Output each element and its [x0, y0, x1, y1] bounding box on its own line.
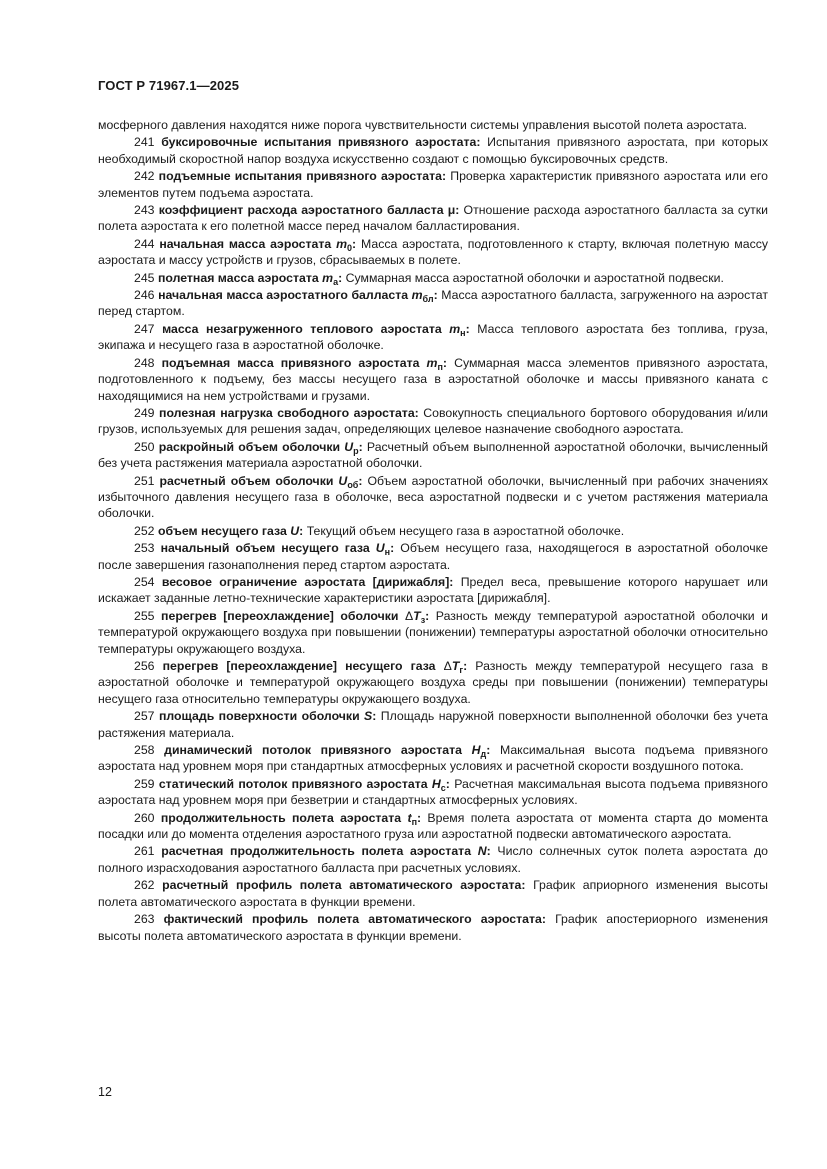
entry-term: статический потолок привязного аэростата: [158, 776, 428, 791]
entry-definition: Время полета аэростата от момента старта до момента посадки или до момента отделения аэростатного груза или аэростатной подвески автоматического аэростата.: [98, 810, 769, 842]
entry-symbol: m: [322, 270, 334, 285]
entry-term: полезная нагрузка свободного аэростата: [159, 405, 415, 420]
entry-delta-symbol: Δ: [404, 608, 414, 623]
document-body: [98, 117, 768, 945]
entry-term: буксировочные испытания привязного аэростата: [161, 135, 477, 150]
entry-symbol: m: [449, 321, 461, 336]
entry-number: 252: [134, 523, 155, 538]
term-entry: 249 полезная нагрузка свободного аэростата: Совокупность специального бортового оборудования и/или грузов, используемых для решения задач, определяющих целевое назначение свободного аэростата.: [98, 405, 769, 437]
entry-symbol: m: [426, 355, 438, 370]
term-entry: 261 расчетная продолжительность полета аэростата N: Число солнечных суток полета аэростата до полного израсходования аэростатного балласта при расчетных условиях.: [98, 844, 769, 875]
entry-number: 250: [134, 439, 155, 454]
entry-definition: Суммарная масса элементов привязного аэростата, подготовленного к подъему, без массы несущего газа в аэростатной оболочке и массы привязного каната с находящимися на нем устройствами и грузами.: [98, 355, 768, 403]
term-entry: 260 продолжительность полета аэростата $t_п$: Время полета аэростата от момента старта до момента посадки или до момента отделения аэростатного груза или аэростатной подвески автоматического аэростата.: [98, 810, 769, 842]
entry-number: 262: [134, 878, 155, 893]
entry-term: расчетный объем оболочки: [159, 473, 334, 488]
entry-number: 246: [134, 288, 155, 303]
entry-definition: Масса аэростатного балласта, загруженного на аэростат перед стартом.: [98, 288, 768, 319]
entry-symbol-subscript: р: [353, 445, 359, 456]
entry-definition: Предел веса, превышение которого нарушает или искажает заданные летно-технические характеристики аэростата [дирижабля].: [98, 574, 769, 606]
entry-definition: Разность между температурой аэростатной оболочки и температурой окружающего воздуха при повышении (понижении) температуры аэростатной оболочки относительно температуры окружающего воздуха.: [98, 608, 769, 656]
entry-symbol: U: [290, 523, 300, 538]
term-entry: 251 расчетный объем оболочки $U_{об}$: Объем аэростатной оболочки, вычисленный при рабочих значениях избыточного давления несущего газа в оболочке, веса аэростатной подвески и с учетом растяжения материала оболочки.: [98, 473, 769, 521]
term-entry: 259 статический потолок привязного аэростата $H_с$: Расчетная максимальная высота подъема привязного аэростата над уровнем моря при безветрии и стандартных атмосферных условиях.: [98, 776, 768, 808]
entry-term: фактический профиль полета автоматического аэростата: [163, 912, 542, 927]
entry-number: 249: [134, 405, 155, 420]
entry-definition: Максимальная высота подъема привязного аэростата над уровнем моря при стандартных атмосферных условиях и расчетной скорости воздушного потока.: [98, 743, 769, 774]
entry-term: подъемная масса привязного аэростата: [161, 355, 420, 370]
entry-number: 248: [134, 355, 155, 370]
entry-symbol-subscript: г: [459, 665, 464, 675]
entry-definition: Расчетный объем выполненной аэростатной оболочки, вычисленный без учета растяжения материала аэростатной оболочки.: [98, 439, 769, 471]
entry-number: 247: [134, 321, 155, 336]
entry-term: полетная масса аэростата: [157, 270, 319, 285]
entry-definition: Масса теплового аэростата без топлива, груза, экипажа и несущего газа в аэростатной оболочке.: [98, 321, 769, 353]
page-number: 12: [98, 1085, 112, 1099]
entry-symbol-subscript: 0: [347, 242, 353, 253]
term-entry: 241 буксировочные испытания привязного аэростата: Испытания привязного аэростата, при которых необходимый скоростной напор воздуха искусственно создают с помощью буксировочных средств.: [98, 135, 768, 166]
term-entry: 250 раскройный объем оболочки $U_р$: Расчетный объем выполненной аэростатной оболочки, вычисленный без учета растяжения материала аэростатной оболочки.: [98, 439, 769, 471]
term-list: [98, 134, 768, 944]
entry-term: расчетный профиль полета автоматического аэростата: [162, 878, 522, 893]
term-entry: 254 весовое ограничение аэростата [дирижабля]: Предел веса, превышение которого нарушает или искажает заданные летно-технические характеристики аэростата [дирижабля].: [98, 574, 769, 606]
entry-definition: Разность между температурой несущего газа в аэростатной оболочке и температурой окружающего воздуха среды при повышении (понижении) температуры несущего газа относительно температуры окружающего воздуха.: [98, 659, 769, 706]
entry-symbol-subscript: об: [347, 479, 359, 490]
entry-symbol: m: [411, 288, 423, 303]
entry-number: 259: [134, 776, 155, 791]
entry-number: 242: [134, 169, 155, 184]
term-entry: 245 полетная масса аэростата $m_а$: Суммарная масса аэростатной оболочки и аэростатной подвески.: [134, 270, 724, 287]
entry-symbol-subscript: д: [480, 749, 487, 760]
entry-symbol-subscript: з: [420, 614, 426, 625]
term-entry: 243 коэффициент расхода аэростатного балласта μ: Отношение расхода аэростатного балласта за сутки полета аэростата к его полетной массе перед началом балластирования.: [98, 203, 769, 234]
entry-term: перегрев [переохлаждение] оболочки: [161, 608, 399, 623]
entry-number: 243: [134, 203, 155, 218]
entry-term: продолжительность полета аэростата: [160, 810, 402, 825]
term-entry: 247 масса незагруженного теплового аэростата $m_н$: Масса теплового аэростата без топлива, груза, экипажа и несущего газа в аэростатной оболочке.: [98, 321, 769, 353]
entry-definition: Проверка характеристик привязного аэростата или его элементов путем подъема аэростата.: [98, 169, 768, 200]
entry-symbol: S: [364, 709, 373, 724]
entry-symbol: H: [431, 776, 441, 791]
entry-symbol: N: [477, 844, 487, 859]
entry-definition: Отношение расхода аэростатного балласта за сутки полета аэростата к его полетной массе перед началом балластирования.: [98, 203, 769, 234]
entry-symbol-subscript: с: [440, 782, 446, 793]
entry-definition: Испытания привязного аэростата, при которых необходимый скоростной напор воздуха искусственно создают с помощью буксировочных средств.: [98, 135, 768, 166]
entry-number: 254: [134, 574, 155, 589]
entry-number: 244: [134, 236, 155, 251]
entry-number: 251: [134, 473, 155, 488]
term-entry: 253 начальный объем несущего газа $U_н$: Объем несущего газа, находящегося в аэростатной оболочке после завершения газонаполнения перед стартом аэростата.: [98, 541, 768, 572]
entry-definition: Расчетная максимальная высота подъема привязного аэростата над уровнем моря при безветрии и стандартных атмосферных условиях.: [98, 776, 768, 808]
entry-term: масса незагруженного теплового аэростата: [162, 321, 442, 336]
entry-definition: Текущий объем несущего газа в аэростатной оболочке.: [306, 523, 625, 538]
term-entry: 242 подъемные испытания привязного аэростата: Проверка характеристик привязного аэростата или его элементов путем подъема аэростата.: [98, 169, 768, 200]
entry-definition: Суммарная масса аэростатной оболочки и аэростатной подвески.: [345, 270, 724, 285]
entry-number: 253: [134, 541, 155, 556]
entry-definition: Площадь наружной поверхности выполненной оболочки без учета растяжения материала.: [98, 709, 769, 740]
entry-symbol-subscript: н: [384, 547, 391, 558]
term-entry: 256 перегрев [переохлаждение] несущего газа $\Delta T_г$: Разность между температурой несущего газа в аэростатной оболочке и температурой окружающего воздуха среды при повышении (понижении) температуры несущего газа относительно температуры окружающего воздуха.: [98, 659, 769, 706]
entry-symbol: U: [375, 541, 385, 556]
entry-term: подъемные испытания привязного аэростата: [158, 169, 442, 184]
entry-term: расчетная продолжительность полета аэростата: [161, 844, 472, 859]
term-entry: 244 начальная масса аэростата $m_0$: Масса аэростата, подготовленного к старту, включая полетную массу аэростата и массу устройств и грузов, сбрасываемых в полете.: [98, 236, 769, 268]
entry-symbol: m: [336, 236, 348, 251]
term-entry: 246 начальная масса аэростатного балласта $m_{бл}$: Масса аэростатного балласта, загруженного на аэростат перед стартом.: [98, 288, 768, 319]
entry-definition: Масса аэростата, подготовленного к старту, включая полетную массу аэростата и массу устройств и грузов, сбрасываемых в полете.: [98, 236, 769, 268]
entry-number: 257: [134, 709, 155, 724]
term-entry: 248 подъемная масса привязного аэростата $m_п$: Суммарная масса элементов привязного аэростата, подготовленного к подъему, без массы несущего газа в аэростатной оболочке и массы привязного каната с находящимися на нем устройствами и грузами.: [98, 355, 768, 403]
entry-term: начальная масса аэростата: [159, 236, 332, 251]
continuation-paragraph: мосферного давления находятся ниже порога чувствительности системы управления высотой полета аэростата.: [98, 118, 748, 132]
term-entry: 258 динамический потолок привязного аэростата $H_д$: Максимальная высота подъема привязного аэростата над уровнем моря при стандартных атмосферных условиях и расчетной скорости воздушного потока.: [98, 743, 769, 774]
entry-definition: Объем несущего газа, находящегося в аэростатной оболочке после завершения газонаполнения перед стартом аэростата.: [98, 541, 768, 572]
entry-symbol: t: [407, 810, 412, 825]
entry-term: начальный объем несущего газа: [160, 541, 370, 556]
entry-definition: Совокупность специального бортового оборудования и/или грузов, используемых для решения задач, определяющих целевое назначение свободного аэростата.: [98, 405, 769, 437]
entry-symbol-subscript: п: [411, 816, 417, 827]
entry-symbol-subscript: а: [333, 276, 339, 287]
entry-symbol: U: [338, 473, 348, 488]
entry-number: 245: [134, 270, 155, 285]
entry-symbol: T: [413, 608, 421, 623]
entry-symbol-subscript: н: [460, 327, 466, 338]
entry-term: раскройный объем оболочки: [158, 439, 341, 454]
entry-definition: Число солнечных суток полета аэростата до полного израсходования аэростатного балласта при расчетных условиях.: [98, 844, 769, 875]
entry-number: 258: [134, 743, 155, 758]
entry-number: 260: [134, 810, 155, 825]
entry-term: перегрев [переохлаждение] несущего газа: [162, 659, 436, 673]
entry-definition: Объем аэростатной оболочки, вычисленный при рабочих значениях избыточного давления несущего газа в оболочке, веса аэростатной подвески и с учетом растяжения материала оболочки.: [98, 473, 769, 521]
entry-term: коэффициент расхода аэростатного балласта μ: [158, 203, 456, 218]
entry-term: начальная масса аэростатного балласта: [158, 288, 409, 303]
entry-term: площадь поверхности оболочки: [158, 709, 360, 724]
entry-number: 241: [134, 135, 155, 150]
entry-definition: График априорного изменения высоты полета автоматического аэростата в функции времени.: [98, 878, 769, 909]
entry-term: динамический потолок привязного аэростата: [164, 743, 462, 758]
entry-symbol: U: [344, 439, 354, 454]
entry-number: 255: [134, 608, 155, 623]
document-header: ГОСТ Р 71967.1—2025: [98, 78, 240, 93]
term-entry: 257 площадь поверхности оболочки S: Площадь наружной поверхности выполненной оболочки без учета растяжения материала.: [98, 709, 769, 740]
entry-number: 256: [134, 659, 155, 673]
term-entry: 262 расчетный профиль полета автоматического аэростата: График априорного изменения высоты полета автоматического аэростата в функции времени.: [98, 878, 769, 909]
term-entry: 255 перегрев [переохлаждение] оболочки $\Delta T_з$: Разность между температурой аэростатной оболочки и температурой окружающего воздуха при повышении (понижении) температуры аэростатной оболочки относительно температуры окружающего воздуха.: [98, 608, 769, 656]
entry-number: 263: [134, 912, 155, 927]
term-entry: 252 объем несущего газа U: Текущий объем несущего газа в аэростатной оболочке.: [134, 523, 625, 538]
entry-number: 261: [134, 844, 155, 859]
entry-symbol-subscript: п: [437, 361, 443, 372]
term-entry: 263 фактический профиль полета автоматического аэростата: График апостериорного изменения высоты полета автоматического аэростата в функции времени.: [98, 912, 768, 943]
entry-definition: График апостериорного изменения высоты полета автоматического аэростата в функции времени.: [98, 912, 768, 943]
entry-symbol: H: [471, 743, 481, 758]
entry-term: весовое ограничение аэростата [дирижабля]: [161, 574, 450, 589]
entry-delta-symbol: Δ: [443, 659, 452, 673]
entry-symbol-subscript: бл: [422, 294, 434, 305]
entry-symbol: T: [451, 659, 460, 673]
entry-term: объем несущего газа: [157, 523, 287, 538]
